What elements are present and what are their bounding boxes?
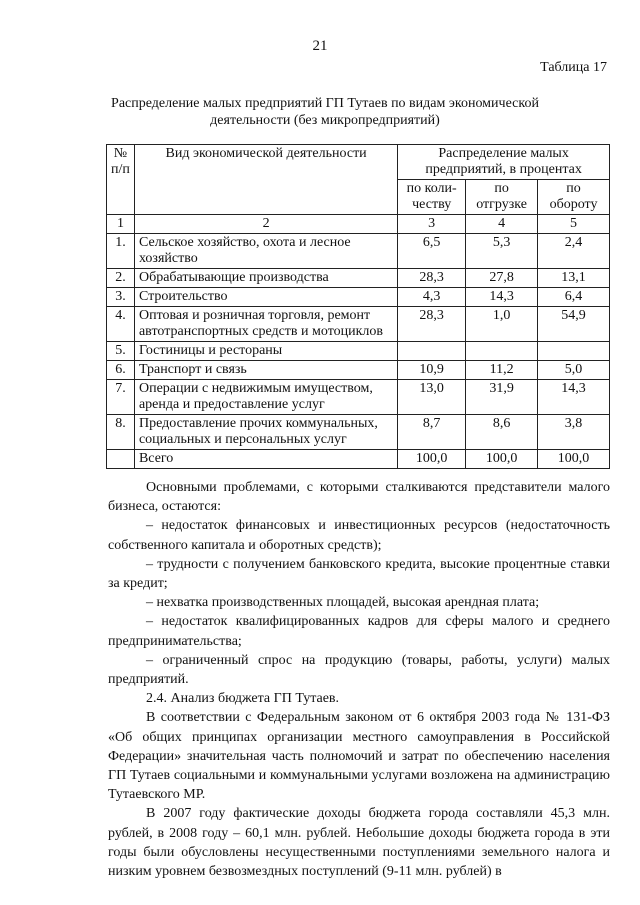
row-shipment: 14,3	[466, 288, 538, 307]
table-row	[107, 361, 610, 380]
row-quantity	[398, 342, 466, 361]
paragraph-problem-finance: – недостаток финансовых и инвестиционных ресурсов (недостаточность собственного капитала и оборотных средств);	[108, 518, 610, 553]
row-turnover: 5,0	[538, 361, 610, 380]
table-index-row	[107, 215, 610, 234]
total-shipment: 100,0	[466, 450, 538, 469]
body-text	[108, 478, 610, 881]
row-shipment: 11,2	[466, 361, 538, 380]
row-turnover: 14,3	[538, 380, 610, 415]
row-quantity: 13,0	[398, 380, 466, 415]
total-number-cell	[107, 450, 135, 469]
section-heading-budget: 2.4. Анализ бюджета ГП Тутаев.	[146, 691, 340, 707]
row-quantity: 8,7	[398, 415, 466, 450]
header-number: № п/п	[107, 145, 135, 215]
paragraph-problem-demand: – ограниченный спрос на продукцию (товары, работы, услуги) малых предприятий.	[108, 652, 610, 688]
row-turnover	[538, 342, 610, 361]
row-shipment: 8,6	[466, 415, 538, 450]
table-label: Таблица 17	[540, 60, 607, 75]
paragraph-problem-staff: – недостаток квалифицированных кадров для сферы малого и среднего предпринимательства;	[108, 614, 610, 649]
row-shipment	[466, 342, 538, 361]
row-number: 6.	[107, 361, 135, 380]
row-number: 2.	[107, 269, 135, 288]
table-row	[107, 269, 610, 288]
row-quantity: 6,5	[398, 234, 466, 269]
row-quantity: 28,3	[398, 269, 466, 288]
table-caption	[60, 95, 590, 129]
row-activity: Предоставление прочих коммунальных, социальных и персональных услуг	[134, 415, 397, 450]
table-row	[107, 288, 610, 307]
row-activity: Обрабатывающие производства	[134, 269, 397, 288]
paragraph-federal-law: В соответствии с Федеральным законом от 6 октября 2003 года № 131-ФЗ «Об общих принципах организации местного самоуправления в Российской Федерации» значительная часть полномочий и затрат по обеспечению населения ГП Тутаев социальными и коммунальными услугами возложена на администрацию Тутаевского МР.	[108, 710, 610, 803]
table-row	[107, 234, 610, 269]
caption-line-1: Распределение малых предприятий ГП Тутаев по видам экономической	[111, 96, 539, 111]
paragraph-problem-credit: – трудности с получением банковского кредита, высокие процентные ставки за кредит;	[108, 556, 610, 592]
table-total-row	[107, 450, 610, 469]
row-turnover: 2,4	[538, 234, 610, 269]
page-number: 21	[312, 38, 328, 54]
row-number: 5.	[107, 342, 135, 361]
table-row	[107, 415, 610, 450]
paragraph-budget-income: В 2007 году фактические доходы бюджета города составляли 45,3 млн. рублей, в 2008 году – 60,1 млн. рублей. Небольшие доходы бюджета города в эти годы были обусловлены несущественными поступлениями земельного налога и низким уровнем безвозмездных поступлений (9-11 млн. рублей) в	[108, 806, 610, 880]
distribution-table	[106, 144, 610, 469]
index-cell: 2	[134, 215, 397, 234]
header-by-turnover: по обороту	[538, 180, 610, 215]
caption-line-2: деятельности (без микропредприятий)	[210, 113, 440, 128]
row-activity: Гостиницы и рестораны	[134, 342, 397, 361]
row-turnover: 6,4	[538, 288, 610, 307]
total-label: Всего	[134, 450, 397, 469]
index-cell: 5	[538, 215, 610, 234]
row-shipment: 1,0	[466, 307, 538, 342]
row-activity: Сельское хозяйство, охота и лесное хозяйство	[134, 234, 397, 269]
row-activity: Строительство	[134, 288, 397, 307]
row-number: 7.	[107, 380, 135, 415]
row-activity: Операции с недвижимым имуществом, аренда и предоставление услуг	[134, 380, 397, 415]
row-shipment: 31,9	[466, 380, 538, 415]
row-turnover: 3,8	[538, 415, 610, 450]
row-turnover: 13,1	[538, 269, 610, 288]
header-distribution: Распределение малых предприятий, в процентах	[398, 145, 610, 180]
total-quantity: 100,0	[398, 450, 466, 469]
total-turnover: 100,0	[538, 450, 610, 469]
row-quantity: 10,9	[398, 361, 466, 380]
paragraph-problem-premises: – нехватка производственных площадей, высокая арендная плата;	[146, 595, 540, 611]
row-number: 4.	[107, 307, 135, 342]
header-by-shipment: по отгрузке	[466, 180, 538, 215]
row-quantity: 4,3	[398, 288, 466, 307]
index-cell: 4	[466, 215, 538, 234]
header-by-quantity: по коли-честву	[398, 180, 466, 215]
row-turnover: 54,9	[538, 307, 610, 342]
row-number: 3.	[107, 288, 135, 307]
index-cell: 1	[107, 215, 135, 234]
row-shipment: 27,8	[466, 269, 538, 288]
row-number: 1.	[107, 234, 135, 269]
row-quantity: 28,3	[398, 307, 466, 342]
table-row	[107, 342, 610, 361]
header-activity: Вид экономической деятельности	[134, 145, 397, 215]
row-shipment: 5,3	[466, 234, 538, 269]
table-row	[107, 380, 610, 415]
index-cell: 3	[398, 215, 466, 234]
row-number: 8.	[107, 415, 135, 450]
row-activity: Оптовая и розничная торговля, ремонт автотранспортных средств и мотоциклов	[134, 307, 397, 342]
table-header-row	[107, 145, 610, 180]
table-row	[107, 307, 610, 342]
row-activity: Транспорт и связь	[134, 361, 397, 380]
paragraph-problems-intro: Основными проблемами, с которыми сталкиваются представители малого бизнеса, остаются:	[108, 480, 610, 515]
